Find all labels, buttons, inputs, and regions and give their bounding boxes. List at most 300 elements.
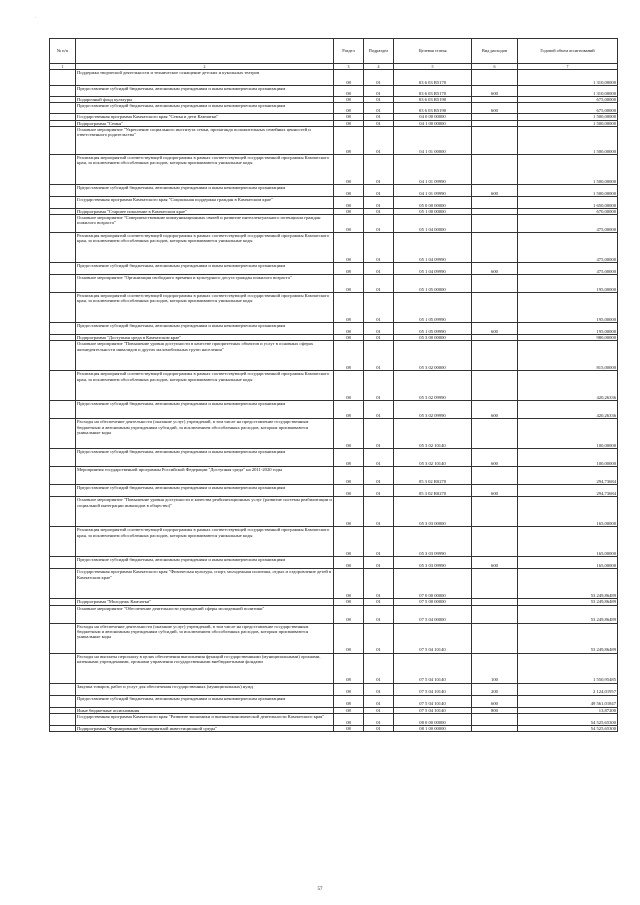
num-cell — [50, 371, 76, 401]
item-name-cell: Закупка товаров, работ и услуг для обеспечения государственных (муниципальных) нужд — [76, 683, 334, 695]
expense-type-cell — [472, 569, 518, 599]
target-article-cell: 05 3 03 00000 — [394, 497, 472, 527]
page-number: 57 — [317, 887, 323, 892]
razdel-cell: 08 — [334, 695, 364, 707]
podrazdel-cell: 01 — [364, 97, 394, 103]
podrazdel-cell: 01 — [364, 653, 394, 683]
podrazdel-cell: 01 — [364, 293, 394, 323]
table-row — [50, 726, 618, 732]
expense-type-cell: 600 — [472, 401, 518, 419]
razdel-cell: 08 — [334, 341, 364, 371]
num-cell — [50, 449, 76, 467]
podrazdel-cell: 01 — [364, 120, 394, 126]
target-article-cell: 07 5 04 10140 — [394, 653, 472, 683]
table-row — [50, 275, 618, 293]
target-article-cell: 05 1 04 09990 — [394, 263, 472, 275]
num-cell — [50, 275, 76, 293]
num-cell — [50, 467, 76, 485]
podrazdel-cell: 01 — [364, 126, 394, 154]
expense-type-cell — [472, 70, 518, 86]
item-name-cell: Иные бюджетные ассигнования — [76, 707, 334, 713]
item-name-cell: Предоставление субсидий бюджетным, автономным учреждениям и иным некоммерческим организациям — [76, 86, 334, 97]
razdel-cell: 08 — [334, 419, 364, 449]
item-name-cell: Предоставление субсидий бюджетным, автономным учреждениям и иным некоммерческим организациям — [76, 263, 334, 275]
item-name-cell: Государственная программа Камчатского края "Развитие экономики и внешнеэкономической деятельности Камчатского края" — [76, 714, 334, 726]
podrazdel-cell: 01 — [364, 335, 394, 341]
target-article-cell: 07 5 04 00000 — [394, 605, 472, 623]
target-article-cell: 05 3 02 R0270 — [394, 467, 472, 485]
item-name-cell: Подпрограмма "Молодежь Камчатки" — [76, 599, 334, 605]
target-article-cell: 05 1 05 09990 — [394, 293, 472, 323]
num-cell — [50, 485, 76, 497]
num-cell — [50, 557, 76, 569]
amount-cell: 1 310,00000 — [518, 70, 618, 86]
razdel-cell: 08 — [334, 683, 364, 695]
podrazdel-cell: 01 — [364, 695, 394, 707]
item-name-cell: Основное мероприятие "Укрепление социального института семьи, пропаганда положительных семейных ценностей и ответственного родительства" — [76, 126, 334, 154]
podrazdel-cell: 01 — [364, 485, 394, 497]
target-article-cell: 03 6 03 R5190 — [394, 97, 472, 103]
table-row — [50, 449, 618, 467]
podrazdel-cell: 01 — [364, 208, 394, 214]
table-row — [50, 86, 618, 97]
amount-cell: 1 500,00000 — [518, 120, 618, 126]
expense-type-cell — [472, 497, 518, 527]
razdel-cell: 08 — [334, 449, 364, 467]
num-cell — [50, 86, 76, 97]
table-row — [50, 695, 618, 707]
budget-table — [49, 38, 618, 732]
razdel-cell: 08 — [334, 714, 364, 726]
amount-cell: 1 500,00000 — [518, 184, 618, 196]
target-article-cell: 05 1 05 09990 — [394, 323, 472, 335]
item-name-cell: Государственная программа Камчатского края "Физическая культура, спорт, молодежная политика, отдых и оздоровление детей в Камчатском крае" — [76, 569, 334, 599]
amount-cell: 294,73684 — [518, 467, 618, 485]
razdel-cell: 08 — [334, 86, 364, 97]
table-row — [50, 485, 618, 497]
amount-cell: 1 550,95485 — [518, 653, 618, 683]
expense-type-cell — [472, 233, 518, 263]
num-cell — [50, 714, 76, 726]
razdel-cell: 08 — [334, 467, 364, 485]
amount-cell: 475,00000 — [518, 215, 618, 233]
table-row — [50, 126, 618, 154]
razdel-cell: 08 — [334, 485, 364, 497]
razdel-cell: 08 — [334, 653, 364, 683]
podrazdel-cell: 01 — [364, 371, 394, 401]
podrazdel-cell: 01 — [364, 401, 394, 419]
corner-mark: · — [35, 16, 37, 21]
target-article-cell: 05 3 02 00000 — [394, 341, 472, 371]
expense-type-cell: 600 — [472, 263, 518, 275]
podrazdel-cell: 01 — [364, 233, 394, 263]
amount-cell: 1 500,00000 — [518, 114, 618, 120]
num-cell — [50, 683, 76, 695]
razdel-cell: 08 — [334, 126, 364, 154]
table-row — [50, 419, 618, 449]
target-article-cell: 05 3 02 09990 — [394, 371, 472, 401]
podrazdel-cell: 01 — [364, 70, 394, 86]
amount-cell: 2 124,01957 — [518, 683, 618, 695]
expense-type-cell: 600 — [472, 323, 518, 335]
amount-cell: 53 249,86489 — [518, 623, 618, 653]
item-name-cell: Расходы на обеспечение деятельности (оказание услуг) учреждений, в том числе на предоставление государственным бюджетным и автономным учреждениям субсидий, за исключением обособленных расходов, которым присваиваются уникальные коды — [76, 623, 334, 653]
podrazdel-cell: 01 — [364, 341, 394, 371]
amount-cell: 53 249,86489 — [518, 605, 618, 623]
col-index: 3 — [334, 64, 364, 70]
target-article-cell: 07 5 00 00000 — [394, 599, 472, 605]
table-row — [50, 623, 618, 653]
razdel-cell: 08 — [334, 605, 364, 623]
amount-cell: 195,00000 — [518, 275, 618, 293]
item-name-cell: Основное мероприятие "Повышение уровня доступности в качестве приоритетных объектов и услуг в основных сферах жизнедеятельности инвалидов и других маломобильных групп населения" — [76, 341, 334, 371]
expense-type-cell — [472, 293, 518, 323]
item-name-cell: Реализация мероприятий соответствующей подпрограммы в рамках соответствующей государственной программы Камчатского края, за исключением обособленных расходов, которым присваиваются уникальные коды — [76, 293, 334, 323]
amount-cell: 475,00000 — [518, 263, 618, 275]
amount-cell: 49 561,01847 — [518, 695, 618, 707]
target-article-cell: 04 1 01 09990 — [394, 184, 472, 196]
amount-cell: 420,26336 — [518, 371, 618, 401]
expense-type-cell: 600 — [472, 184, 518, 196]
num-cell — [50, 497, 76, 527]
table-row — [50, 233, 618, 263]
item-name-cell: Основное мероприятие "Повышение уровня доступности и качества реабилитационных услуг (развитие системы реабилитации и социальной интеграции инвалидов в общество)" — [76, 497, 334, 527]
target-article-cell: 05 3 02 R0270 — [394, 485, 472, 497]
item-name-cell: Подпрограмма "Доступная среда в Камчатском крае" — [76, 335, 334, 341]
expense-type-cell — [472, 126, 518, 154]
target-article-cell: 07 5 04 10140 — [394, 707, 472, 713]
target-article-cell: 04 0 00 00000 — [394, 114, 472, 120]
header-podrazdel: Подраздел — [364, 39, 394, 64]
podrazdel-cell: 01 — [364, 184, 394, 196]
target-article-cell: 03 6 03 R5170 — [394, 86, 472, 97]
podrazdel-cell: 01 — [364, 707, 394, 713]
num-cell — [50, 569, 76, 599]
num-cell — [50, 126, 76, 154]
num-cell — [50, 726, 76, 732]
amount-cell: 165,00000 — [518, 497, 618, 527]
table-row — [50, 263, 618, 275]
header-razdel: Раздел — [334, 39, 364, 64]
amount-cell: 53 249,86489 — [518, 569, 618, 599]
table-row — [50, 154, 618, 184]
target-article-cell: 05 1 05 00000 — [394, 275, 472, 293]
item-name-cell: Реализация мероприятий соответствующей подпрограммы в рамках соответствующей государственной программы Камчатского края, за исключением обособленных расходов, которым присваиваются уникальные коды — [76, 154, 334, 184]
table-row — [50, 323, 618, 335]
podrazdel-cell: 01 — [364, 557, 394, 569]
item-name-cell: Государственная программа Камчатского края "Семья и дети Камчатки" — [76, 114, 334, 120]
target-article-cell: 05 3 03 09990 — [394, 557, 472, 569]
item-name-cell: Основное мероприятие "Совершенствование коммуникационных связей и развитие интеллектуального потенциала граждан пожилого возраста" — [76, 215, 334, 233]
amount-cell: 670,00000 — [518, 208, 618, 214]
expense-type-cell — [472, 196, 518, 208]
expense-type-cell: 100 — [472, 653, 518, 683]
item-name-cell: Предоставление субсидий бюджетным, автономным учреждениям и иным некоммерческим организациям — [76, 401, 334, 419]
podrazdel-cell: 01 — [364, 726, 394, 732]
table-row — [50, 527, 618, 557]
item-name-cell: Основное мероприятие "Обеспечение деятельности учреждений сферы молодежной политики" — [76, 605, 334, 623]
expense-type-cell — [472, 215, 518, 233]
num-cell — [50, 293, 76, 323]
num-cell — [50, 263, 76, 275]
amount-cell: 1 650,00000 — [518, 196, 618, 208]
amount-cell: 675,00000 — [518, 97, 618, 103]
podrazdel-cell: 01 — [364, 623, 394, 653]
expense-type-cell — [472, 419, 518, 449]
num-cell — [50, 695, 76, 707]
table-row — [50, 467, 618, 485]
target-article-cell: 04 1 01 09990 — [394, 154, 472, 184]
amount-cell: 980,00000 — [518, 335, 618, 341]
expense-type-cell — [472, 623, 518, 653]
item-name-cell: Реализация мероприятий соответствующей подпрограммы в рамках соответствующей государственной программы Камчатского края, за исключением обособленных расходов, которым присваиваются уникальные коды — [76, 371, 334, 401]
table-row — [50, 557, 618, 569]
razdel-cell: 08 — [334, 599, 364, 605]
expense-type-cell — [472, 467, 518, 485]
header-num: № п/п — [50, 39, 76, 64]
expense-type-cell: 600 — [472, 103, 518, 114]
expense-type-cell — [472, 275, 518, 293]
num-cell — [50, 605, 76, 623]
amount-cell: 13,87200 — [518, 707, 618, 713]
table-row — [50, 683, 618, 695]
target-article-cell: 05 3 00 00000 — [394, 335, 472, 341]
item-name-cell: Предоставление субсидий бюджетным, автономным учреждениям и иным некоммерческим организациям — [76, 485, 334, 497]
podrazdel-cell: 01 — [364, 196, 394, 208]
amount-cell: 165,00000 — [518, 527, 618, 557]
expense-type-cell — [472, 154, 518, 184]
podrazdel-cell: 01 — [364, 527, 394, 557]
razdel-cell: 08 — [334, 707, 364, 713]
col-index: 7 — [518, 64, 618, 70]
amount-cell: 675,00000 — [518, 103, 618, 114]
item-name-cell: Мероприятия государственной программы Российской Федерации "Доступная среда" на 2011-2020 годы — [76, 467, 334, 485]
header-exp-type: Вид расходов — [472, 39, 518, 64]
table-row — [50, 215, 618, 233]
table-row — [50, 103, 618, 114]
num-cell — [50, 233, 76, 263]
podrazdel-cell: 01 — [364, 103, 394, 114]
expense-type-cell: 600 — [472, 557, 518, 569]
target-article-cell: 03 6 03 R5170 — [394, 70, 472, 86]
num-cell — [50, 196, 76, 208]
target-article-cell: 07 5 04 10140 — [394, 695, 472, 707]
amount-cell: 195,00000 — [518, 323, 618, 335]
expense-type-cell: 600 — [472, 485, 518, 497]
header-name — [76, 39, 334, 64]
num-cell — [50, 154, 76, 184]
table-row — [50, 401, 618, 419]
item-name-cell: Предоставление субсидий бюджетным, автономным учреждениям и иным некоммерческим организациям — [76, 557, 334, 569]
razdel-cell: 08 — [334, 527, 364, 557]
target-article-cell: 05 3 02 10140 — [394, 449, 472, 467]
target-article-cell: 08 1 00 00000 — [394, 726, 472, 732]
table-row — [50, 341, 618, 371]
razdel-cell: 08 — [334, 103, 364, 114]
num-cell — [50, 323, 76, 335]
table-row — [50, 371, 618, 401]
table-row — [50, 653, 618, 683]
item-name-cell: Расходы на выплаты персоналу в целях обеспечения выполнения функций государственными (муниципальными) органами, казенными учреждениями, органами управления государственными внебюджетными фондами — [76, 653, 334, 683]
amount-cell: 195,00000 — [518, 293, 618, 323]
razdel-cell: 08 — [334, 497, 364, 527]
col-index: 1 — [50, 64, 76, 70]
podrazdel-cell: 01 — [364, 569, 394, 599]
target-article-cell: 05 0 00 00000 — [394, 196, 472, 208]
razdel-cell: 08 — [334, 569, 364, 599]
razdel-cell: 08 — [334, 196, 364, 208]
razdel-cell: 08 — [334, 557, 364, 569]
razdel-cell: 08 — [334, 335, 364, 341]
table-row — [50, 497, 618, 527]
podrazdel-cell: 01 — [364, 467, 394, 485]
num-cell — [50, 215, 76, 233]
razdel-cell: 08 — [334, 371, 364, 401]
podrazdel-cell: 01 — [364, 605, 394, 623]
podrazdel-cell: 01 — [364, 599, 394, 605]
podrazdel-cell: 01 — [364, 263, 394, 275]
podrazdel-cell: 01 — [364, 449, 394, 467]
num-cell — [50, 401, 76, 419]
item-name-cell: Предоставление субсидий бюджетным, автономным учреждениям и иным некоммерческим организациям — [76, 184, 334, 196]
amount-cell: 100,00000 — [518, 419, 618, 449]
num-cell — [50, 103, 76, 114]
target-article-cell: 04 1 01 00000 — [394, 126, 472, 154]
num-cell — [50, 623, 76, 653]
target-article-cell: 05 1 00 00000 — [394, 208, 472, 214]
razdel-cell: 08 — [334, 114, 364, 120]
amount-cell: 53 249,86489 — [518, 599, 618, 605]
amount-cell: 100,00000 — [518, 449, 618, 467]
table-row — [50, 184, 618, 196]
razdel-cell: 08 — [334, 97, 364, 103]
podrazdel-cell: 01 — [364, 323, 394, 335]
razdel-cell: 08 — [334, 154, 364, 184]
razdel-cell: 08 — [334, 401, 364, 419]
razdel-cell: 08 — [334, 323, 364, 335]
target-article-cell: 07 5 04 10140 — [394, 683, 472, 695]
podrazdel-cell: 01 — [364, 86, 394, 97]
amount-cell: 1 500,00000 — [518, 154, 618, 184]
num-cell — [50, 184, 76, 196]
amount-cell: 815,00000 — [518, 341, 618, 371]
item-name-cell: Государственная программа Камчатского края "Социальная поддержка граждан в Камчатском крае" — [76, 196, 334, 208]
num-cell — [50, 419, 76, 449]
expense-type-cell: 600 — [472, 695, 518, 707]
razdel-cell: 08 — [334, 70, 364, 86]
header-target: Целевая статья — [394, 39, 472, 64]
podrazdel-cell: 01 — [364, 714, 394, 726]
target-article-cell: 05 1 04 09990 — [394, 233, 472, 263]
col-index: 2 — [76, 64, 334, 70]
table-row — [50, 714, 618, 726]
expense-type-cell: 600 — [472, 86, 518, 97]
item-name-cell: Подпрограмма "Семья" — [76, 120, 334, 126]
header-amount: Годовой объем ассигнований — [518, 39, 618, 64]
col-index: 6 — [472, 64, 518, 70]
amount-cell: 294,73684 — [518, 485, 618, 497]
expense-type-cell: 800 — [472, 707, 518, 713]
table-header-row — [50, 39, 618, 64]
table-body — [50, 70, 618, 732]
podrazdel-cell: 01 — [364, 683, 394, 695]
item-name-cell: Предоставление субсидий бюджетным, автономным учреждениям и иным некоммерческим организациям — [76, 449, 334, 467]
razdel-cell: 08 — [334, 215, 364, 233]
razdel-cell: 08 — [334, 208, 364, 214]
target-article-cell: 08 0 00 00000 — [394, 714, 472, 726]
expense-type-cell — [472, 371, 518, 401]
amount-cell: 1 310,00000 — [518, 86, 618, 97]
razdel-cell: 08 — [334, 623, 364, 653]
target-article-cell: 05 3 03 09990 — [394, 527, 472, 557]
razdel-cell: 08 — [334, 233, 364, 263]
num-cell — [50, 653, 76, 683]
table-row — [50, 196, 618, 208]
item-name-cell: Подарочный фонд культуры — [76, 97, 334, 103]
item-name-cell: Предоставление субсидий бюджетным, автономным учреждениям и иным некоммерческим организациям — [76, 103, 334, 114]
target-article-cell: 03 6 03 R5190 — [394, 103, 472, 114]
item-name-cell: Подпрограмма "Формирование благоприятной инвестиционной среды" — [76, 726, 334, 732]
item-name-cell: Предоставление субсидий бюджетным, автономным учреждениям и иным некоммерческим организациям — [76, 323, 334, 335]
podrazdel-cell: 01 — [364, 497, 394, 527]
expense-type-cell — [472, 714, 518, 726]
num-cell — [50, 527, 76, 557]
col-index: 5 — [394, 64, 472, 70]
expense-type-cell — [472, 341, 518, 371]
amount-cell: 54 525,65300 — [518, 726, 618, 732]
col-index: 4 — [364, 64, 394, 70]
table-row — [50, 293, 618, 323]
target-article-cell: 05 3 02 10140 — [394, 419, 472, 449]
table-row — [50, 70, 618, 86]
item-name-cell: Поддержка творческой деятельности и техническое оснащение детских и кукольных театров — [76, 70, 334, 86]
item-name-cell: Подпрограмма "Старшее поколение в Камчатском крае" — [76, 208, 334, 214]
budget-table-page — [49, 38, 617, 732]
item-name-cell: Реализация мероприятий соответствующей подпрограммы в рамках соответствующей государственной программы Камчатского края, за исключением обособленных расходов, которым присваиваются уникальные коды — [76, 233, 334, 263]
expense-type-cell — [472, 726, 518, 732]
podrazdel-cell: 01 — [364, 275, 394, 293]
target-article-cell: 07 0 00 00000 — [394, 569, 472, 599]
razdel-cell: 08 — [334, 184, 364, 196]
table-row — [50, 605, 618, 623]
podrazdel-cell: 01 — [364, 154, 394, 184]
amount-cell: 165,00000 — [518, 557, 618, 569]
razdel-cell: 08 — [334, 293, 364, 323]
razdel-cell: 08 — [334, 275, 364, 293]
expense-type-cell: 600 — [472, 449, 518, 467]
podrazdel-cell: 01 — [364, 114, 394, 120]
target-article-cell: 04 1 00 00000 — [394, 120, 472, 126]
amount-cell: 475,00000 — [518, 233, 618, 263]
item-name-cell: Реализация мероприятий соответствующей подпрограммы в рамках соответствующей государственной программы Камчатского края, за исключением обособленных расходов, которым присваиваются уникальные коды — [76, 527, 334, 557]
podrazdel-cell: 01 — [364, 419, 394, 449]
amount-cell: 1 500,00000 — [518, 126, 618, 154]
razdel-cell: 08 — [334, 726, 364, 732]
num-cell — [50, 70, 76, 86]
expense-type-cell — [472, 527, 518, 557]
expense-type-cell — [472, 605, 518, 623]
table-row — [50, 569, 618, 599]
razdel-cell: 08 — [334, 120, 364, 126]
item-name-cell: Предоставление субсидий бюджетным, автономным учреждениям и иным некоммерческим организациям — [76, 695, 334, 707]
num-cell — [50, 341, 76, 371]
item-name-cell: Основное мероприятие "Организация свободного времени и культурного досуга граждан пожилого возраста" — [76, 275, 334, 293]
amount-cell: 420,26336 — [518, 401, 618, 419]
target-article-cell: 05 1 04 00000 — [394, 215, 472, 233]
item-name-cell: Расходы на обеспечение деятельности (оказание услуг) учреждений, в том числе на предоставление государственным бюджетным и автономным учреждениям субсидий, за исключением обособленных расходов, которым присваиваются уникальные коды — [76, 419, 334, 449]
expense-type-cell: 200 — [472, 683, 518, 695]
razdel-cell: 08 — [334, 263, 364, 275]
